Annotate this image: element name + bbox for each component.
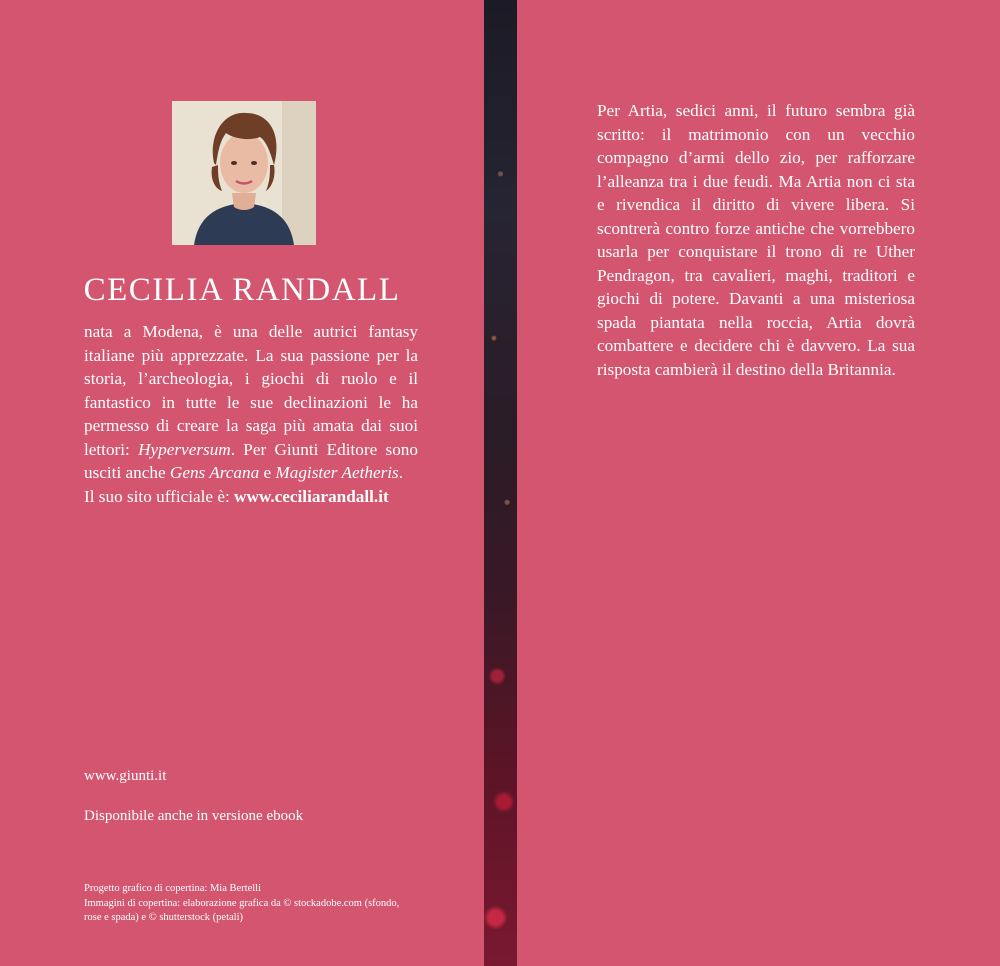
ebook-availability-note: Disponibile anche in versione ebook: [84, 808, 304, 824]
back-cover-panel: [0, 0, 484, 966]
author-bio: [84, 320, 418, 508]
book-title-hyperversum: Hyperversum: [138, 439, 231, 459]
bio-conjunction-text: e: [259, 463, 276, 482]
bio-end-text: .: [398, 463, 404, 482]
official-site-label: Il suo sito ufficiale è:: [84, 486, 235, 506]
bio-mid-text: . Per Giunti Editore sono usciti anche: [84, 439, 418, 482]
cover-images-credit: Immagini di copertina: elaborazione grafica da © stockadobe.com (sfondo, rose e spada) e © shutterstock (petali): [84, 897, 400, 923]
book-title-magister-aetheris: Magister Aetheris: [275, 463, 399, 482]
cover-design-credit: Progetto grafico di copertina: Mia Bertelli: [84, 883, 261, 894]
official-site-link[interactable]: www.ceciliarandall.it: [234, 486, 389, 506]
publisher-website[interactable]: www.giunti.it: [84, 768, 167, 784]
book-title-gens-arcana: Gens Arcana: [169, 463, 260, 482]
author-portrait-image: [172, 101, 316, 245]
author-photo: [172, 101, 316, 245]
book-synopsis: Per Artia, sedici anni, il futuro sembra già scritto: il matrimonio con un vecchio compagno d’armi dello zio, per rafforzare l’alleanza tra i due feudi. Ma Artia non ci sta e rivendica il diritto di vivere libera. Si scontrerà contro forze antiche che vorrebbero usarla per conquistare il trono di re Uther Pendragon, tra cavalieri, maghi, traditori e giochi di potere. Davanti a una misteriosa spada piantata nella roccia, Artia dovrà combattere e decidere chi è davvero. La sua risposta cambierà il destino della Britannia.: [597, 101, 915, 379]
bio-intro-text: nata a Modena, è una delle autrici fantasy italiane più apprezzate. La sua passione per la storia, l’archeologia, i giochi di ruolo e il fantastico in tutte le sue declinazioni le ha permesso di creare la saga più amata dai suoi lettori:: [84, 322, 418, 459]
author-name: CECILIA RANDALL: [83, 272, 401, 308]
cover-credits: [84, 882, 414, 926]
book-spine: [484, 0, 517, 966]
